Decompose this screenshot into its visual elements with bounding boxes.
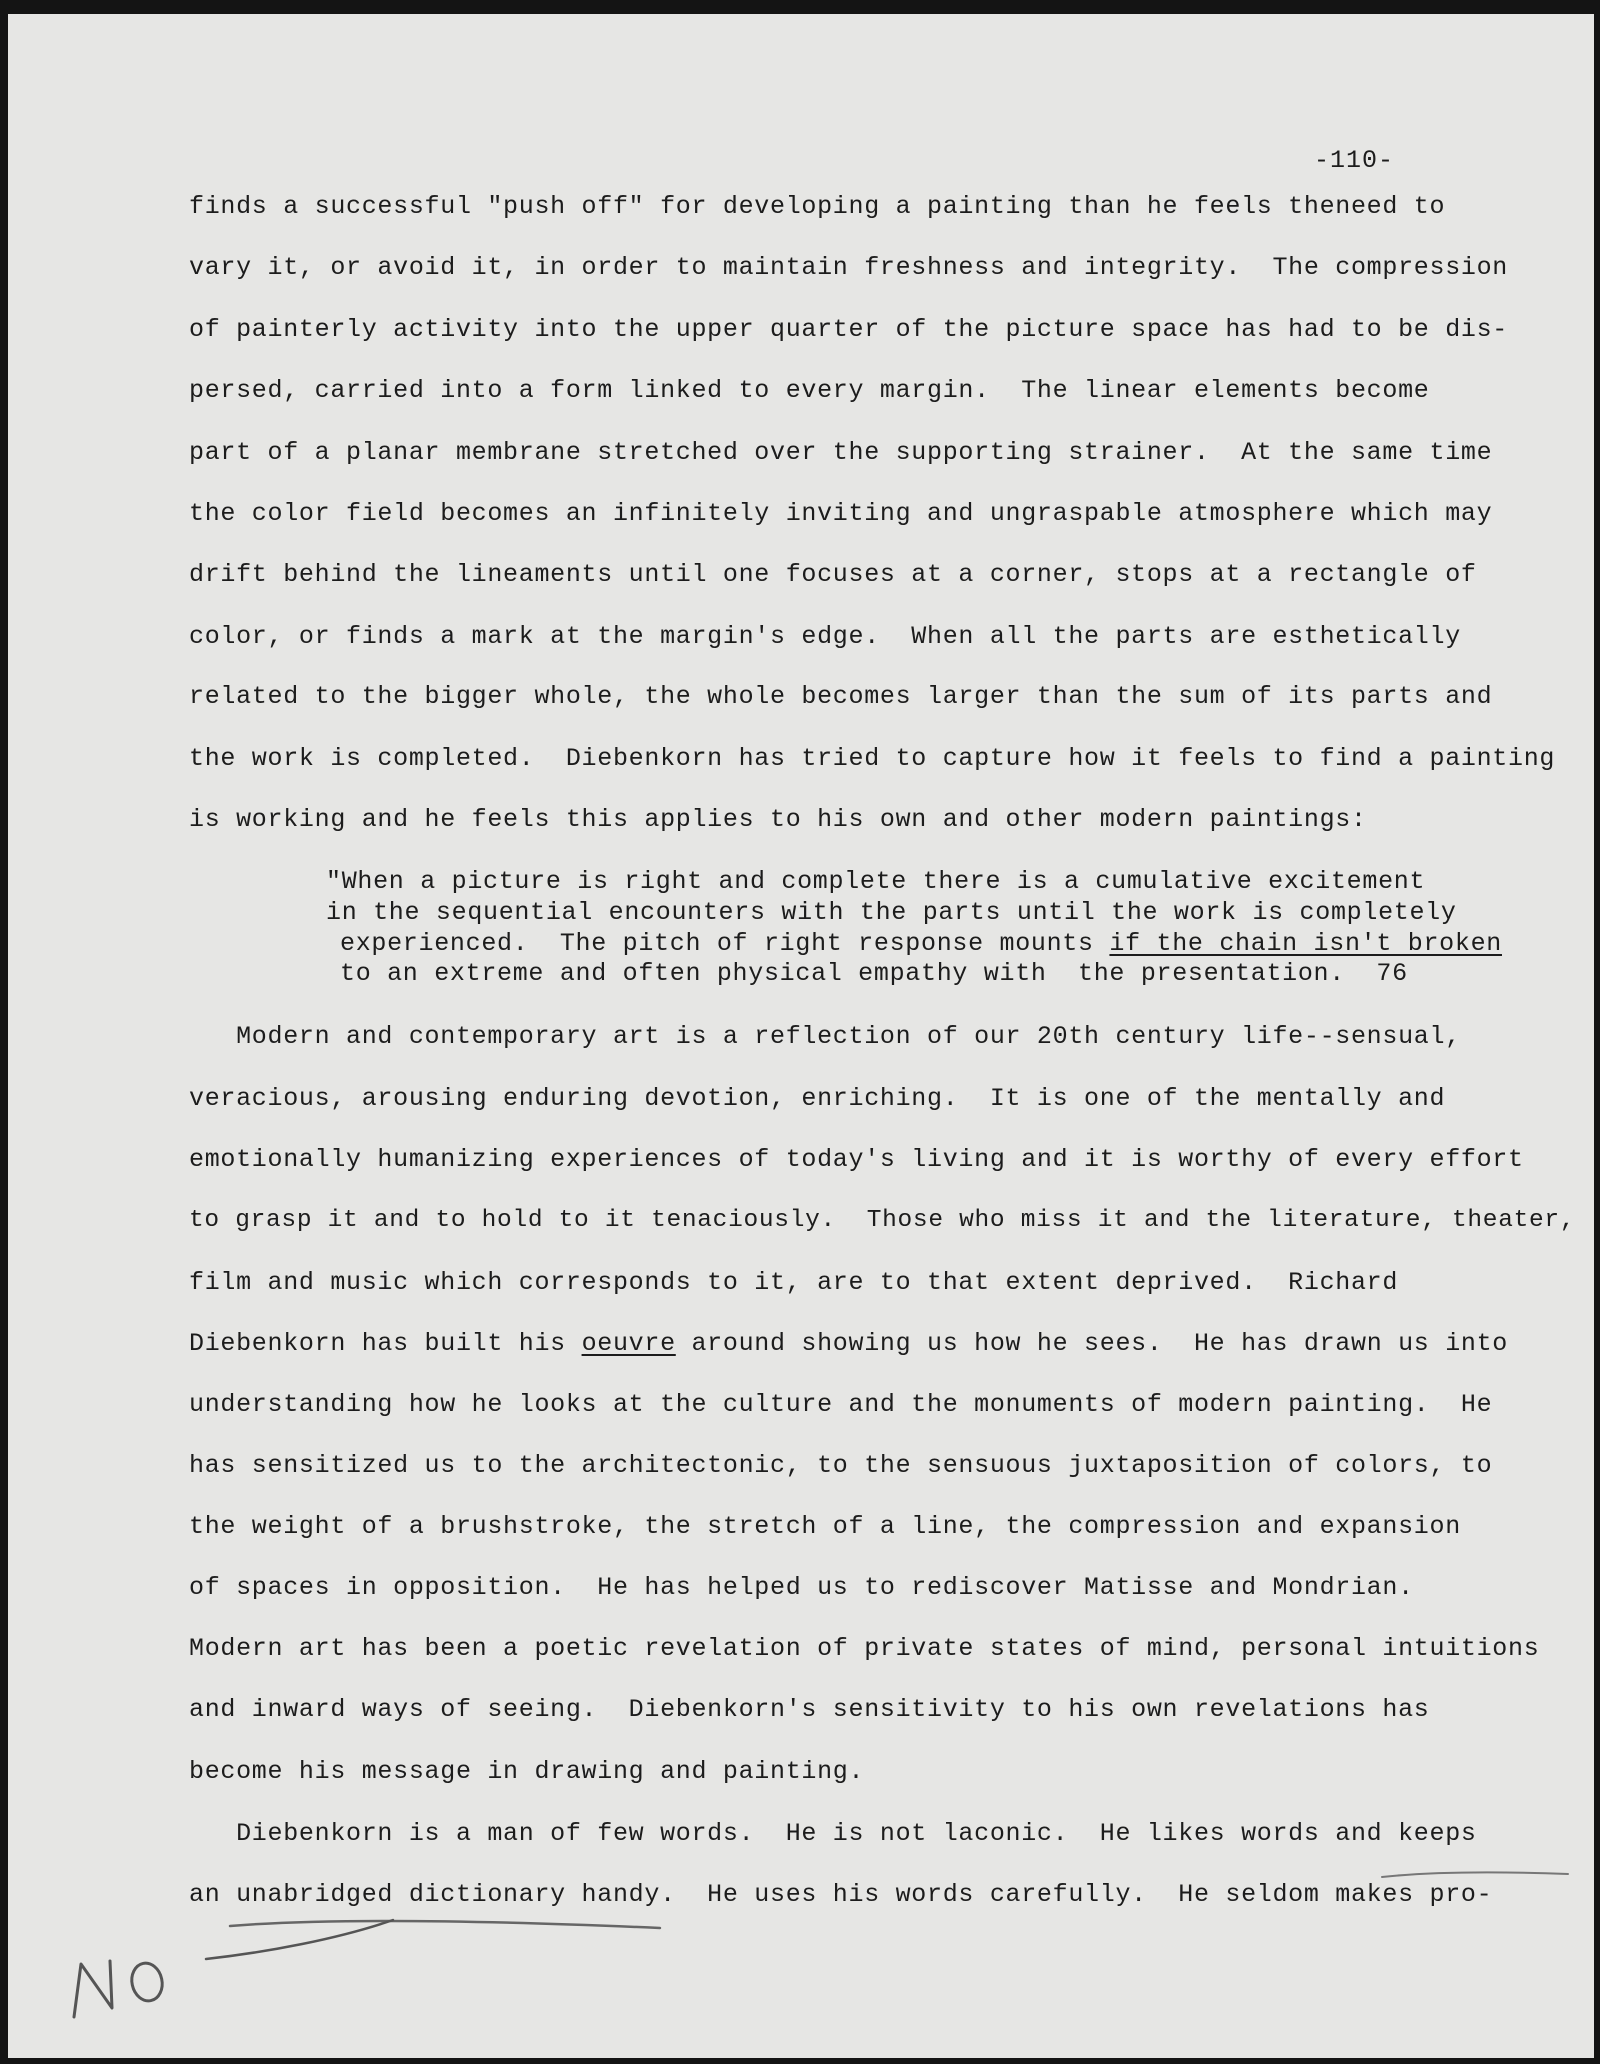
- underlined-word: oeuvre: [581, 1329, 676, 1358]
- body-line: the work is completed. Diebenkorn has tried to capture how it feels to find a painting: [189, 744, 1556, 773]
- body-line: an unabridged dictionary handy. He uses his words carefully. He seldom makes pro-: [189, 1880, 1493, 1909]
- body-line: Modern and contemporary art is a reflection of our 20th century life--sensual,: [189, 1022, 1461, 1051]
- body-line: persed, carried into a form linked to every margin. The linear elements become: [189, 376, 1430, 405]
- body-line: of spaces in opposition. He has helped us to rediscover Matisse and Mondrian.: [189, 1573, 1414, 1602]
- document-page: [8, 14, 1594, 2058]
- body-line: emotionally humanizing experiences of today's living and it is worthy of every effort: [189, 1145, 1524, 1174]
- body-line: the color field becomes an infinitely inviting and ungraspable atmosphere which may: [189, 499, 1493, 528]
- body-line: is working and he feels this applies to his own and other modern paintings:: [189, 805, 1367, 834]
- body-line: of painterly activity into the upper quarter of the picture space has had to be dis-: [189, 315, 1509, 344]
- body-line: drift behind the lineaments until one focuses at a corner, stops at a rectangle of: [189, 560, 1477, 589]
- quote-line: [340, 929, 1502, 959]
- body-line: color, or finds a mark at the margin's edge. When all the parts are esthetically: [189, 622, 1461, 651]
- body-line: veracious, arousing enduring devotion, enriching. It is one of the mentally and: [189, 1084, 1446, 1113]
- body-line: Diebenkorn is a man of few words. He is not laconic. He likes words and keeps: [189, 1819, 1477, 1848]
- body-line: become his message in drawing and painting.: [189, 1757, 865, 1786]
- body-line: film and music which corresponds to it, are to that extent deprived. Richard: [189, 1268, 1399, 1297]
- quote-text: experienced. The pitch of right response mounts: [340, 929, 1110, 958]
- body-line: to grasp it and to hold to it tenaciously. Those who miss it and the literature, theater,: [189, 1207, 1576, 1234]
- quote-line: "When a picture is right and complete there is a cumulative excitement: [326, 867, 1426, 896]
- body-line: understanding how he looks at the culture and the monuments of modern painting. He: [189, 1390, 1493, 1419]
- page-number: -110-: [1314, 146, 1395, 175]
- pen-underline-mark: [230, 1921, 660, 1928]
- pen-margin-mark: [1382, 1872, 1568, 1877]
- pen-arrow-mark: [206, 1920, 393, 1959]
- body-text: Diebenkorn has built his: [189, 1329, 582, 1358]
- handwritten-no: [74, 1960, 166, 2017]
- body-line: and inward ways of seeing. Diebenkorn's sensitivity to his own revelations has: [189, 1695, 1430, 1724]
- underlined-phrase: if the chain isn't broken: [1109, 929, 1502, 958]
- body-line: Modern art has been a poetic revelation of private states of mind, personal intuitions: [189, 1634, 1540, 1663]
- body-line: [189, 1329, 1508, 1359]
- body-line: vary it, or avoid it, in order to maintain freshness and integrity. The compression: [189, 253, 1509, 282]
- quote-line: in the sequential encounters with the parts until the work is completely: [326, 898, 1457, 927]
- body-line: finds a successful "push off" for developing a painting than he feels theneed to: [189, 192, 1446, 221]
- quote-line: to an extreme and often physical empathy with the presentation. 76: [340, 959, 1408, 988]
- body-line: the weight of a brushstroke, the stretch of a line, the compression and expansion: [189, 1512, 1461, 1541]
- body-line: part of a planar membrane stretched over the supporting strainer. At the same time: [189, 438, 1493, 467]
- body-line: has sensitized us to the architectonic, to the sensuous juxtaposition of colors, to: [189, 1451, 1493, 1480]
- body-text: around showing us how he sees. He has drawn us into: [675, 1329, 1509, 1358]
- body-line: related to the bigger whole, the whole becomes larger than the sum of its parts and: [189, 682, 1493, 711]
